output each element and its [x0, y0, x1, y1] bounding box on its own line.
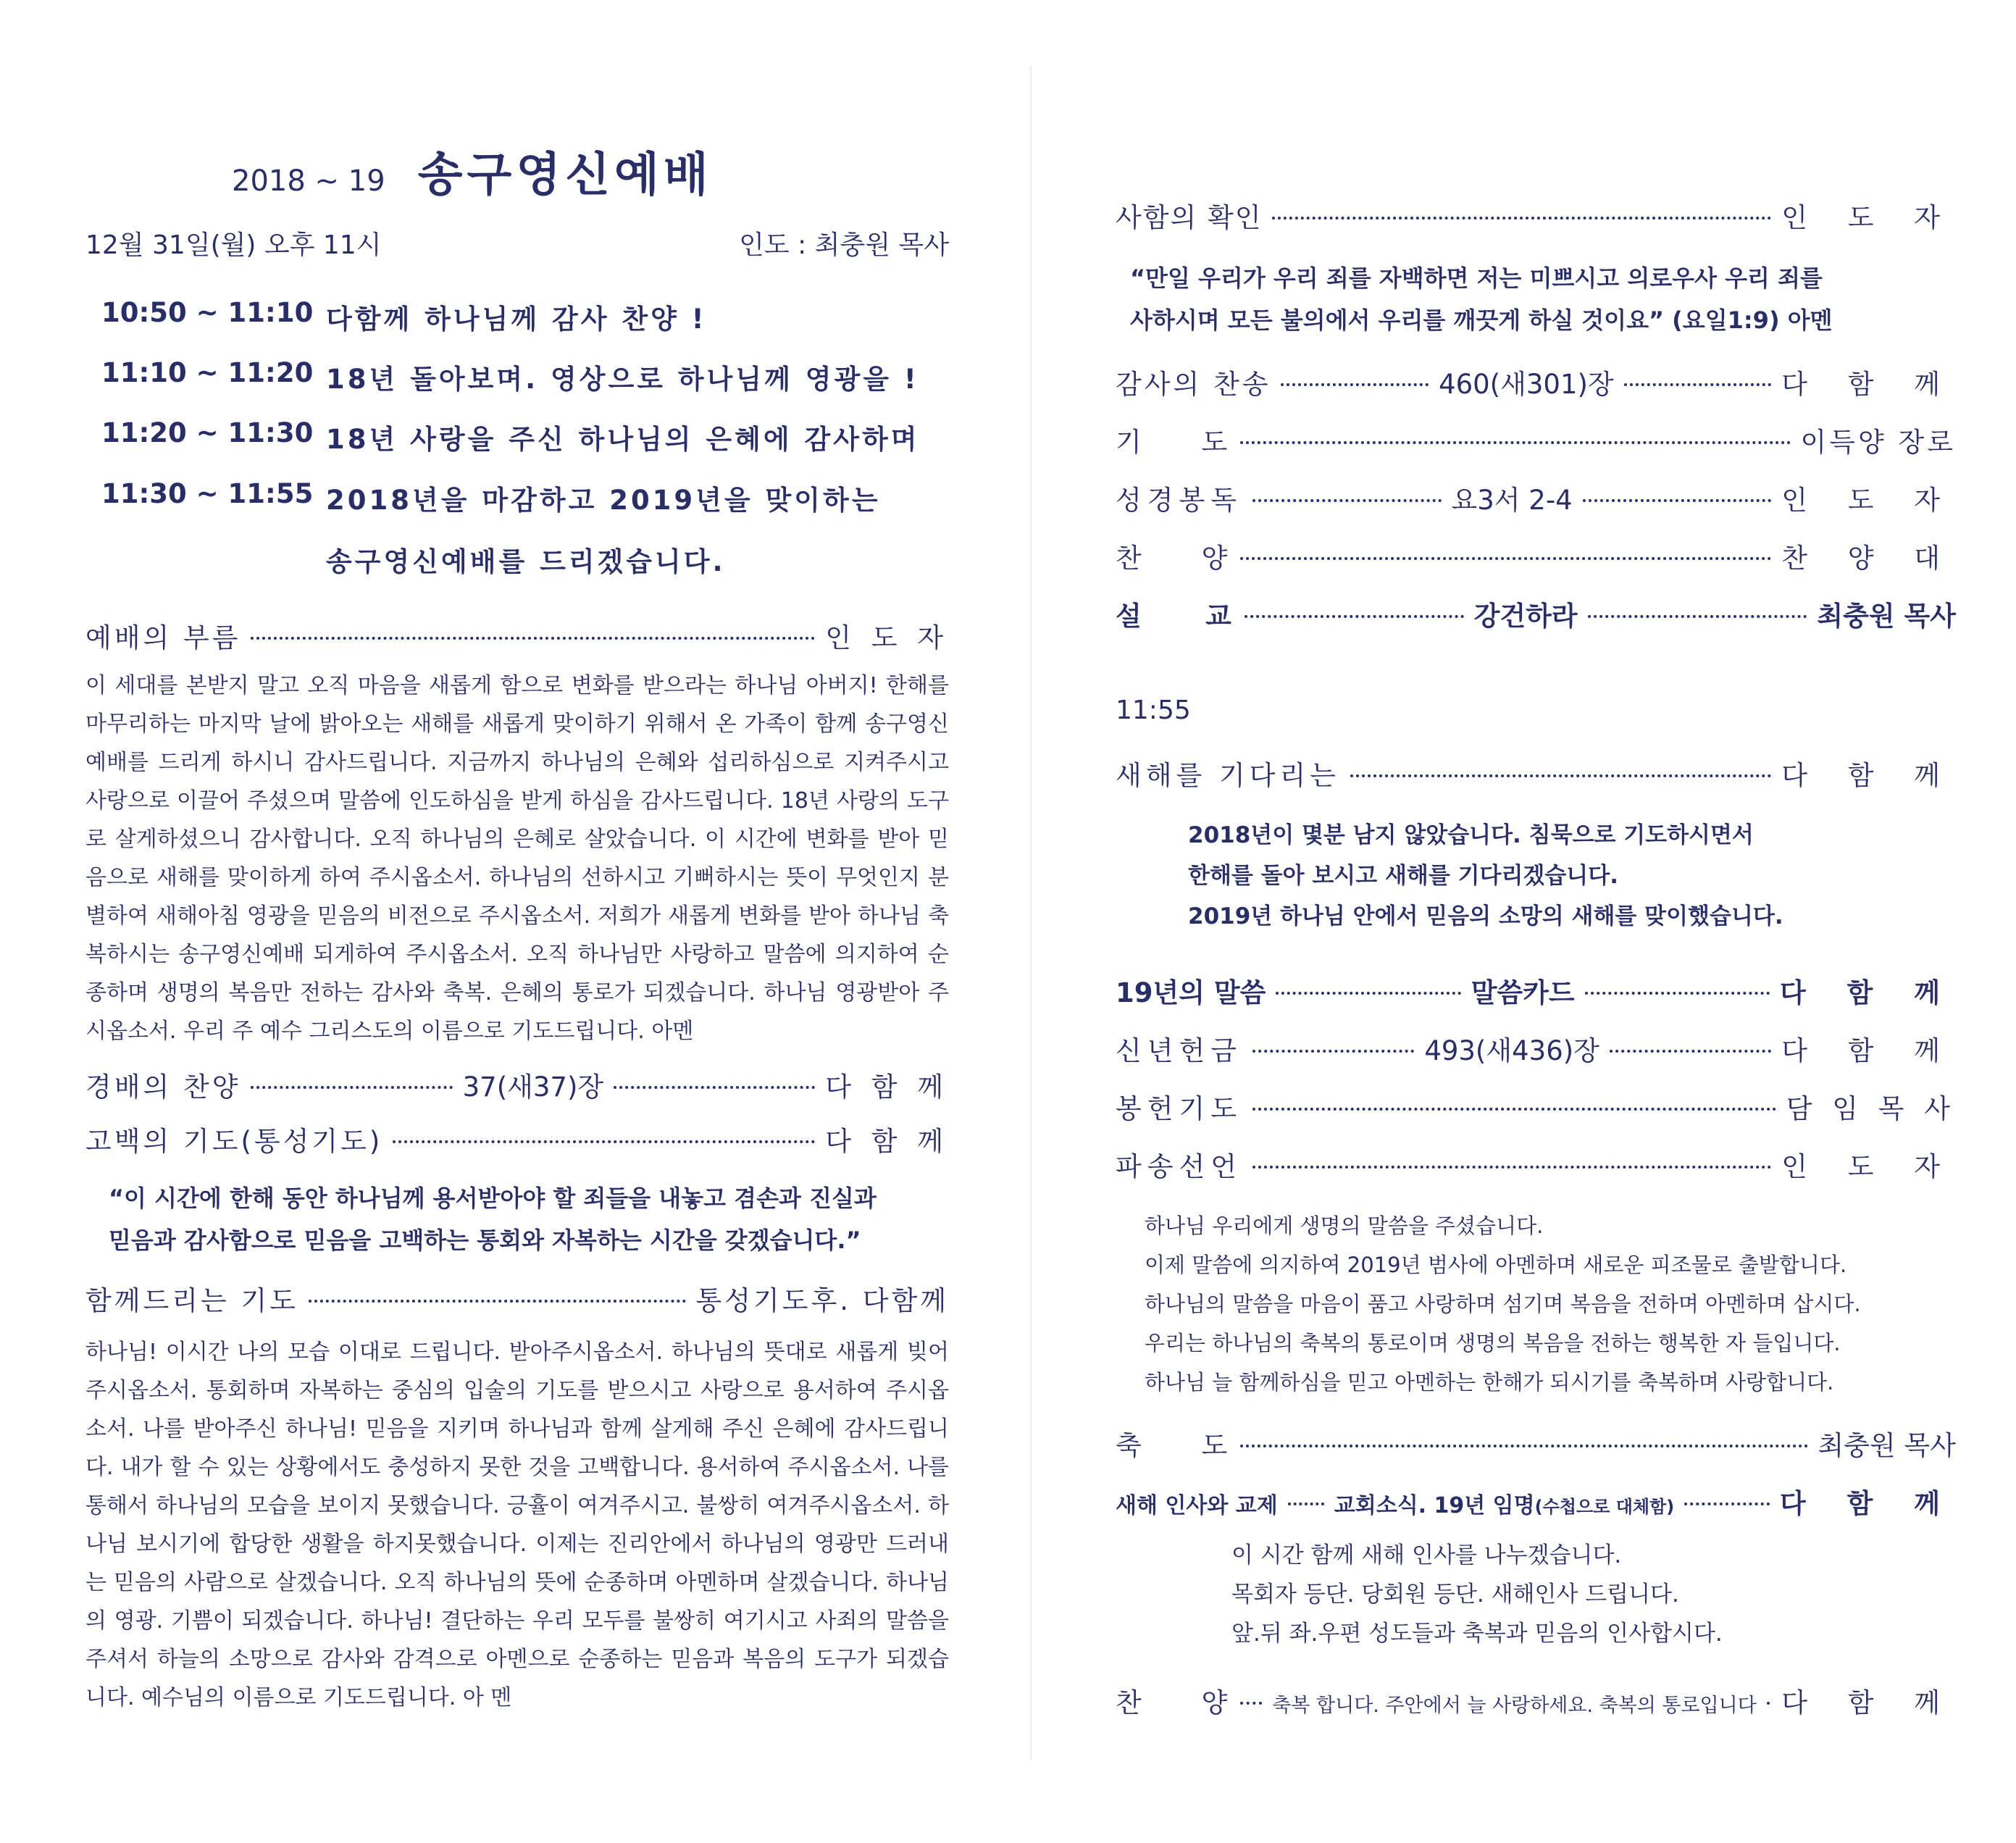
- leader-dots: [1588, 615, 1807, 618]
- benediction-label: 축 도: [1116, 1430, 1231, 1461]
- greeting-row: [1116, 1481, 1956, 1521]
- order-row: [1116, 362, 1956, 401]
- schedule-time-4: 11:30 ~ 11:55: [101, 478, 314, 509]
- joint-prayer-text: 하나님! 이시간 나의 모습 이대로 드립니다. 받아주시옵소서. 하나님의 뜻대로 새롭게 빚어주시옵소서. 통회하며 자복하는 중심의 입술의 기도를 받으시고 사랑으로 용서하여 주시옵소서. 나를 받아주신 하나님! 믿음을 지키며 하나님과 함께 살게해 주신 은혜에 감사드립니다. 내가 할 수 있는 상황에서도 충성하지 못한 것을 고백합니다. 용서하여 주시옵소서. 나를 통해서 하나님의 모습을 보이지 못했습니다. 긍휼이 여겨주시고. 불쌍히 여겨주시옵소서. 하나님 보시기에 합당한 생활을 하지못했습니다. 이제는 진리안에서 하나님의 영광만 드러내는 믿음의 사람으로 살겠습니다. 오직 하나님의 뜻에 순종하며 아멘하며 살겠습니다. 하나님의 영광. 기쁨이 되겠습니다. 하나님! 결단하는 우리 모두를 불쌍히 여기시고 사죄의 말씀을 주셔서 하늘의 소망으로 감사와 감격으로 아멘으로 순종하는 믿음과 복음의 도구가 되겠습니다. 예수님의 이름으로 기도드립니다. 아 멘: [85, 1340, 949, 1710]
- leader-dots: [1350, 774, 1771, 777]
- call-to-worship-right: 인 도 자: [825, 622, 949, 653]
- waiting-row: [1116, 753, 1956, 793]
- time-1155: 11:55: [1116, 695, 1191, 725]
- benediction-row: [1116, 1424, 1956, 1463]
- leader-dots: [1240, 557, 1771, 560]
- confirm-label: 사함의 확인: [1116, 202, 1263, 233]
- benediction-right: 최충원 목사: [1818, 1430, 1956, 1461]
- left-page: [65, 58, 949, 1768]
- order2-right: 인 도 자: [1781, 1151, 1956, 1182]
- greeting-line: 앞.뒤 좌.우편 성도들과 축복과 믿음의 인사합시다.: [1231, 1621, 1723, 1647]
- leader-dots: [251, 1086, 452, 1089]
- order-right: 인 도 자: [1781, 485, 1956, 516]
- title: [232, 138, 713, 204]
- leader-dots: [1583, 499, 1772, 502]
- closing-right: 다 함 께: [1781, 1687, 1956, 1718]
- schedule-time-1: 10:50 ~ 11:10: [101, 297, 314, 328]
- leader-dots: [251, 637, 815, 640]
- order-mid: 460(새301)장: [1439, 369, 1614, 400]
- fold-line: [1030, 65, 1032, 1760]
- closing-row: [1116, 1681, 1956, 1720]
- order-right: 이득양 장로: [1800, 427, 1956, 458]
- leader-dots: [1240, 1702, 1262, 1705]
- leader-dots: [1610, 1050, 1771, 1053]
- confirm-quote: [1130, 257, 1833, 341]
- order-right: 찬 양 대: [1781, 543, 1956, 574]
- order2-row: [1116, 1145, 1956, 1184]
- order-label: 감사의 찬송: [1116, 369, 1271, 400]
- title-year: 2018 ~ 19: [232, 164, 385, 198]
- leader-dots: [1252, 1166, 1771, 1169]
- confirm-quote-line: 사하시며 모든 불의에서 우리를 깨끗게 하실 것이요” (요일1:9) 아멘: [1130, 306, 1833, 334]
- greeting-mid-text: 교회소식. 19년 임명: [1334, 1493, 1535, 1518]
- title-main: 송구영신예배: [417, 149, 713, 202]
- leader-dots: [393, 1140, 815, 1143]
- service-date: 12월 31일(월) 오후 11시: [85, 230, 382, 260]
- schedule-text-3: 18년 사랑을 주신 하나님의 은혜에 감사하며: [326, 424, 920, 455]
- order-label: 찬 양: [1116, 543, 1231, 574]
- order2-label: 19년의 말씀: [1116, 977, 1266, 1008]
- leader-dots: [614, 1086, 815, 1089]
- confirm-quote-line: “만일 우리가 우리 죄를 자백하면 저는 미쁘시고 의로우사 우리 죄를: [1130, 264, 1823, 292]
- order2-label: 신년헌금: [1116, 1035, 1242, 1066]
- leader-dots: [1288, 1503, 1324, 1505]
- order2-right: 다 함 께: [1780, 977, 1956, 1008]
- closing-mid: 축복 합니다. 주안에서 늘 사랑하세요. 축복의 통로입니다: [1272, 1694, 1757, 1717]
- order-right: 최충원 목사: [1817, 601, 1957, 632]
- leader-dots: [1276, 992, 1460, 995]
- leader-dots: [1272, 217, 1771, 220]
- order-row: [1116, 420, 1956, 459]
- schedule-text-1: 다함께 하나님께 감사 찬양 !: [326, 304, 707, 335]
- order2-mid: 말씀카드: [1471, 977, 1575, 1008]
- leader-dots: [1252, 1050, 1414, 1053]
- confession-row: [85, 1119, 949, 1158]
- leader-dots: [309, 1300, 686, 1303]
- joint-prayer-label: 함께드리는 기도: [85, 1285, 298, 1316]
- sending-line: 우리는 하나님의 축복의 통로이며 생명의 복음을 전하는 행복한 자 들입니다.: [1145, 1331, 1841, 1355]
- waiting-label: 새해를 기다리는: [1116, 760, 1340, 791]
- schedule-time-3: 11:20 ~ 11:30: [101, 417, 314, 448]
- hymn-row: [85, 1065, 949, 1104]
- leader-dots: [1240, 1445, 1807, 1447]
- sending-line: 하나님 늘 함께하심을 믿고 아멘하는 한해가 되시기를 축복하며 사랑합니다.: [1145, 1370, 1834, 1395]
- order2-row: [1116, 1029, 1956, 1068]
- greeting-right: 다 함 께: [1780, 1488, 1956, 1519]
- confession-quote: [109, 1177, 877, 1261]
- leader-dots: [1767, 1702, 1771, 1705]
- order2-right: 다 함 께: [1781, 1035, 1957, 1066]
- order-row: [1116, 536, 1956, 575]
- sending-text: [1145, 1206, 1861, 1402]
- confession-quote-line: “이 시간에 한해 동안 하나님께 용서받아야 할 죄들을 내놓고 겸손과 진실과: [109, 1184, 877, 1212]
- greeting-label: 새해 인사와 교제: [1116, 1493, 1278, 1518]
- sending-line: 하나님의 말씀을 마음이 품고 사랑하며 섬기며 복음을 전하며 아멘하며 삽시다.: [1145, 1292, 1861, 1316]
- confirm-right: 인 도 자: [1781, 202, 1956, 233]
- greeting-mid-note: (수첩으로 대체함): [1534, 1497, 1675, 1517]
- schedule-text-2: 18년 돌아보며. 영상으로 하나님께 영광을 !: [326, 364, 919, 395]
- right-page: [1108, 58, 1956, 1768]
- order-label: 기 도: [1116, 427, 1231, 458]
- waiting-line: 2019년 하나님 안에서 믿음의 소망의 새해를 맞이했습니다.: [1188, 903, 1783, 929]
- schedule-continuation: 송구영신예배를 드리겠습니다.: [326, 546, 726, 577]
- order2-label: 봉헌기도: [1116, 1093, 1242, 1124]
- leader-dots: [1252, 499, 1442, 502]
- leader-dots: [1585, 992, 1770, 995]
- confession-label: 고백의 기도(통성기도): [85, 1126, 383, 1157]
- order-mid: 강건하라: [1473, 601, 1578, 632]
- call-to-worship-row: [85, 616, 949, 655]
- waiting-right: 다 함 께: [1781, 760, 1956, 791]
- leader-dots: [1245, 615, 1464, 618]
- leader-dots: [1684, 1503, 1770, 1505]
- order2-label: 파송선언: [1116, 1151, 1242, 1182]
- order-row: [1116, 594, 1956, 633]
- greeting-line: 목회자 등단. 당회원 등단. 새해인사 드립니다.: [1231, 1581, 1679, 1608]
- leader-dots: [1252, 1108, 1776, 1111]
- leader-dots: [1240, 441, 1790, 444]
- waiting-text: [1188, 815, 1783, 937]
- schedule-text-4: 2018년을 마감하고 2019년을 맞이하는: [326, 485, 881, 516]
- order-row: [1116, 478, 1956, 517]
- service-leader: 인도 : 최충원 목사: [739, 230, 949, 260]
- call-to-worship-text: 이 세대를 본받지 말고 오직 마음을 새롭게 함으로 변화를 받으라는 하나님 아버지! 한해를 마무리하는 마지막 날에 밝아오는 새해를 새롭게 맞이하기 위해서 온 가족이 함께 송구영신예배를 드리게 하시니 감사드립니다. 지금까지 하나님의 은혜와 섭리하심으로 지켜주시고 사랑으로 이끌어 주셨으며 말씀에 인도하심을 받게 하심을 감사드립니다. 18년 사랑의 도구로 살게하셨으니 감사합니다. 오직 하나님의 은혜로 살았습니다. 이 시간에 변화를 받아 믿음으로 새해를 맞이하게 하여 주시옵소서. 하나님의 선하시고 기뻐하시는 뜻이 무엇인지 분별하여 새해아침 영광을 믿음의 비전으로 주시옵소서. 저희가 새롭게 변화를 받아 하나님 축복하시는 송구영신예배 되게하여 주시옵소서. 오직 하나님만 사랑하고 말씀에 의지하여 순종하며 생명의 복음만 전하는 감사와 축복. 은혜의 통로가 되겠습니다. 하나님 영광받아 주시옵소서. 우리 주 예수 그리스도의 이름으로 기도드립니다. 아멘: [85, 673, 949, 1044]
- greeting-mid: [1334, 1487, 1675, 1519]
- order-mid: 요3서 2-4: [1451, 485, 1573, 516]
- order2-right: 담 임 목 사: [1786, 1093, 1956, 1124]
- greeting-text: [1231, 1536, 1723, 1653]
- confirm-row: [1116, 196, 1956, 235]
- waiting-line: 2018년이 몇분 남지 않았습니다. 침묵으로 기도하시면서: [1188, 822, 1754, 848]
- order-label: 성경봉독: [1116, 485, 1242, 516]
- order-label: 설 교: [1116, 601, 1234, 632]
- order2-row: [1116, 971, 1956, 1010]
- schedule-time-2: 11:10 ~ 11:20: [101, 357, 314, 388]
- confession-right: 다 함 께: [825, 1126, 949, 1157]
- hymn-right: 다 함 께: [825, 1071, 950, 1103]
- call-to-worship-label: 예배의 부름: [85, 622, 241, 653]
- hymn-number: 37(새37)장: [462, 1071, 604, 1103]
- greeting-line: 이 시간 함께 새해 인사를 나누겠습니다.: [1231, 1542, 1622, 1568]
- order-right: 다 함 께: [1781, 369, 1956, 400]
- joint-prayer-right: 통성기도후. 다함께: [695, 1285, 949, 1316]
- leader-dots: [1281, 383, 1429, 386]
- waiting-line: 한해를 돌아 보시고 새해를 기다리겠습니다.: [1188, 863, 1618, 889]
- leader-dots: [1624, 383, 1772, 386]
- joint-prayer-row: [85, 1279, 949, 1318]
- hymn-label: 경배의 찬양: [85, 1071, 241, 1103]
- order2-mid: 493(새436)장: [1424, 1035, 1599, 1066]
- order2-row: [1116, 1087, 1956, 1126]
- closing-label: 찬 양: [1116, 1687, 1231, 1718]
- sending-line: 하나님 우리에게 생명의 말씀을 주셨습니다.: [1145, 1213, 1544, 1238]
- confession-quote-line: 믿음과 감사함으로 믿음을 고백하는 통회와 자복하는 시간을 갖겠습니다.”: [109, 1226, 861, 1254]
- sending-line: 이제 말씀에 의지하여 2019년 범사에 아멘하며 새로운 피조물로 출발합니다.: [1145, 1253, 1847, 1277]
